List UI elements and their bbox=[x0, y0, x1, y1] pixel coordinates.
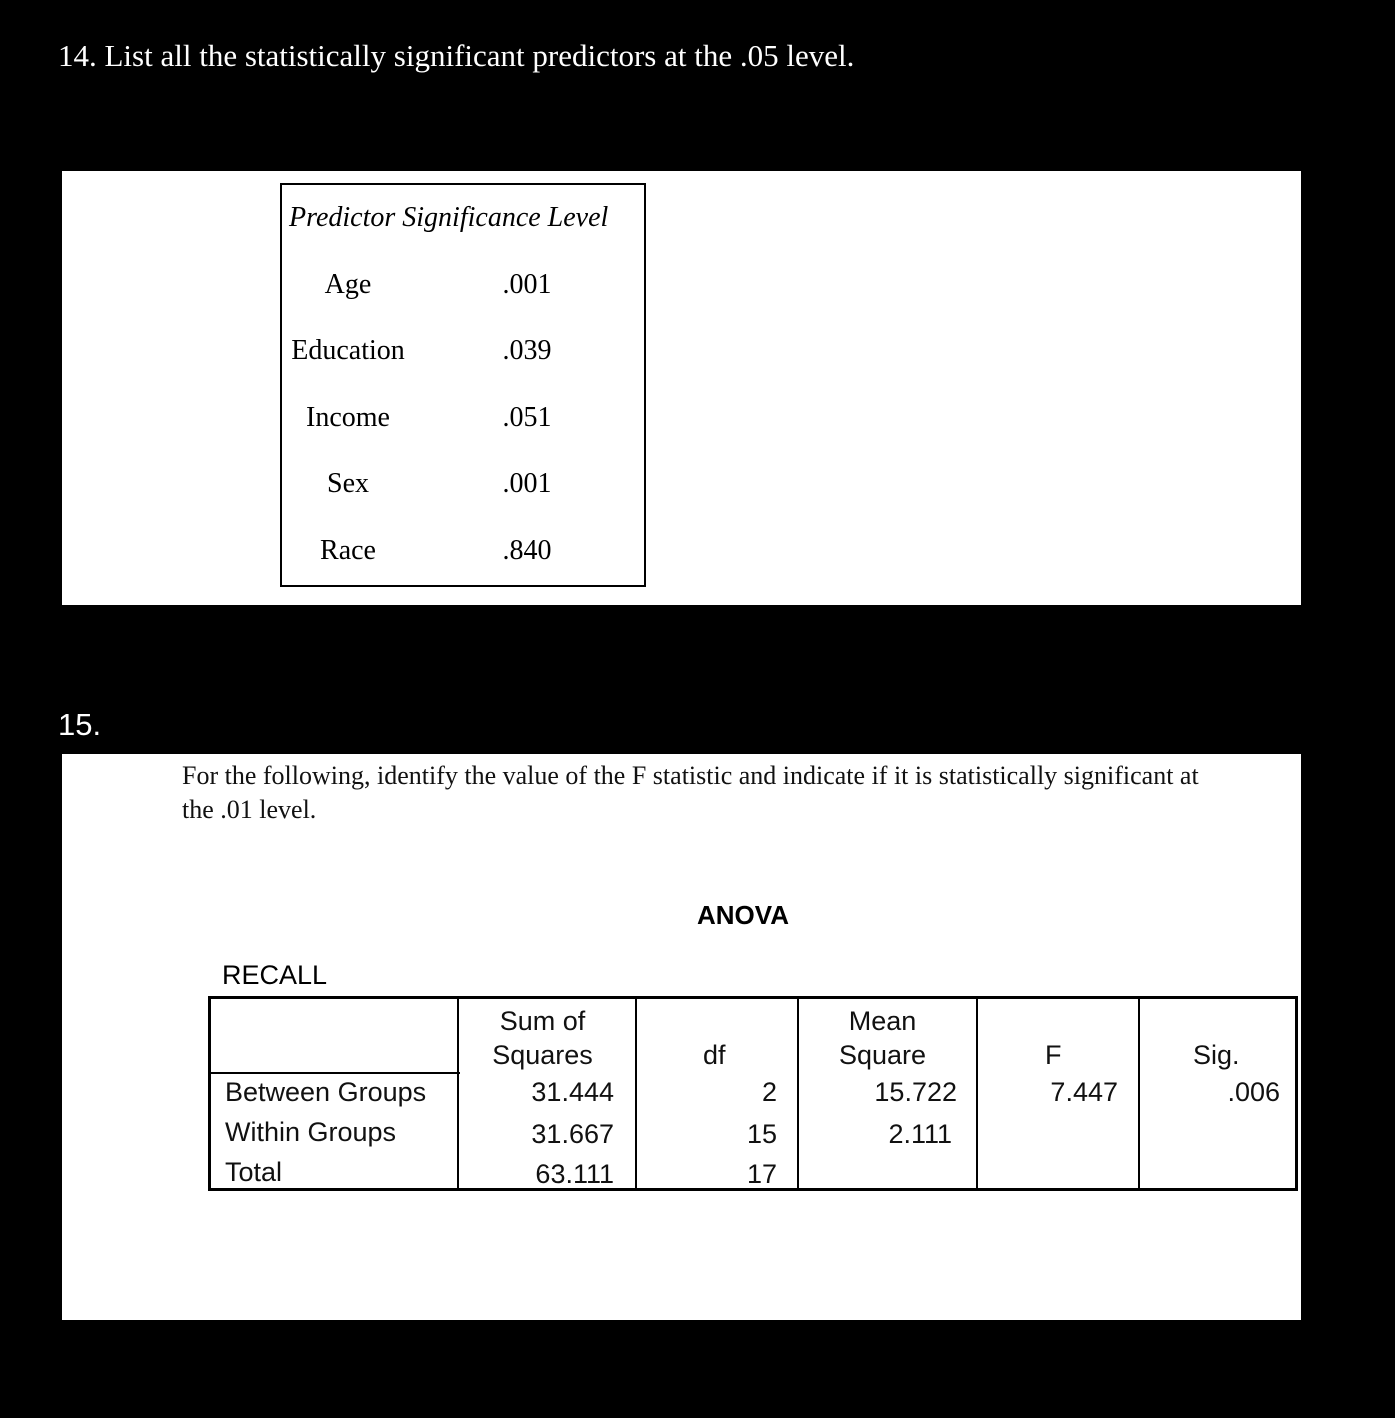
cell-df: 17 bbox=[746, 1159, 777, 1189]
header-mean-square: Mean bbox=[848, 1006, 917, 1036]
predictor-significance: .001 bbox=[502, 269, 552, 300]
column-divider bbox=[1138, 999, 1140, 1188]
question-15-text: For the following, identify the value of the F statistic and indicate if it is statistically significant at the .01 level. bbox=[182, 761, 1199, 824]
predictor-name: Race bbox=[320, 535, 376, 566]
cell-mean-square: 15.722 bbox=[874, 1077, 957, 1107]
header-df: df bbox=[703, 1040, 726, 1070]
predictor-significance: .840 bbox=[502, 535, 552, 566]
cell-f: 7.447 bbox=[1050, 1077, 1118, 1107]
cell-sig: .006 bbox=[1227, 1077, 1280, 1107]
column-divider bbox=[797, 999, 799, 1188]
question-14-text: 14. List all the statistically significant predictors at the .05 level. bbox=[58, 38, 855, 73]
cell-mean-square: 2.111 bbox=[888, 1119, 952, 1149]
predictor-row bbox=[282, 402, 644, 442]
predictor-name: Income bbox=[306, 402, 390, 433]
row-source: Within Groups bbox=[225, 1117, 397, 1147]
predictor-row bbox=[282, 535, 644, 575]
predictor-significance: .001 bbox=[502, 468, 552, 499]
predictor-name: Education bbox=[291, 335, 405, 366]
header-mean-square: Square bbox=[838, 1040, 927, 1070]
cell-sum-of-squares: 31.667 bbox=[531, 1119, 614, 1149]
cell-df: 15 bbox=[746, 1119, 777, 1149]
predictor-table-header: Predictor Significance Level bbox=[289, 202, 609, 233]
row-source: Between Groups bbox=[225, 1077, 427, 1107]
column-divider bbox=[976, 999, 978, 1188]
question-15-label: 15. bbox=[58, 707, 102, 742]
dependent-variable-label: RECALL bbox=[222, 960, 328, 990]
predictor-row bbox=[282, 335, 644, 375]
predictor-name: Sex bbox=[327, 468, 369, 499]
anova-table bbox=[208, 996, 1298, 1191]
predictor-table bbox=[280, 183, 646, 587]
predictor-significance: .051 bbox=[502, 402, 552, 433]
predictor-significance: .039 bbox=[502, 335, 552, 366]
header-sig: Sig. bbox=[1193, 1040, 1240, 1070]
cell-sum-of-squares: 31.444 bbox=[531, 1077, 614, 1107]
anova-title: ANOVA bbox=[697, 900, 789, 930]
header-sum-of-squares: Sum of bbox=[499, 1006, 586, 1036]
predictor-row bbox=[282, 269, 644, 309]
header-divider bbox=[211, 1072, 460, 1074]
cell-df: 2 bbox=[761, 1077, 777, 1107]
column-divider bbox=[457, 999, 459, 1188]
column-divider bbox=[635, 999, 637, 1188]
cell-sum-of-squares: 63.111 bbox=[535, 1159, 614, 1189]
predictor-row bbox=[282, 468, 644, 508]
predictor-name: Age bbox=[324, 269, 372, 300]
predictor-panel bbox=[62, 171, 1301, 605]
anova-panel bbox=[62, 754, 1301, 1320]
row-source: Total bbox=[225, 1157, 283, 1187]
header-f: F bbox=[1045, 1040, 1062, 1070]
header-sum-of-squares: Squares bbox=[492, 1040, 593, 1070]
